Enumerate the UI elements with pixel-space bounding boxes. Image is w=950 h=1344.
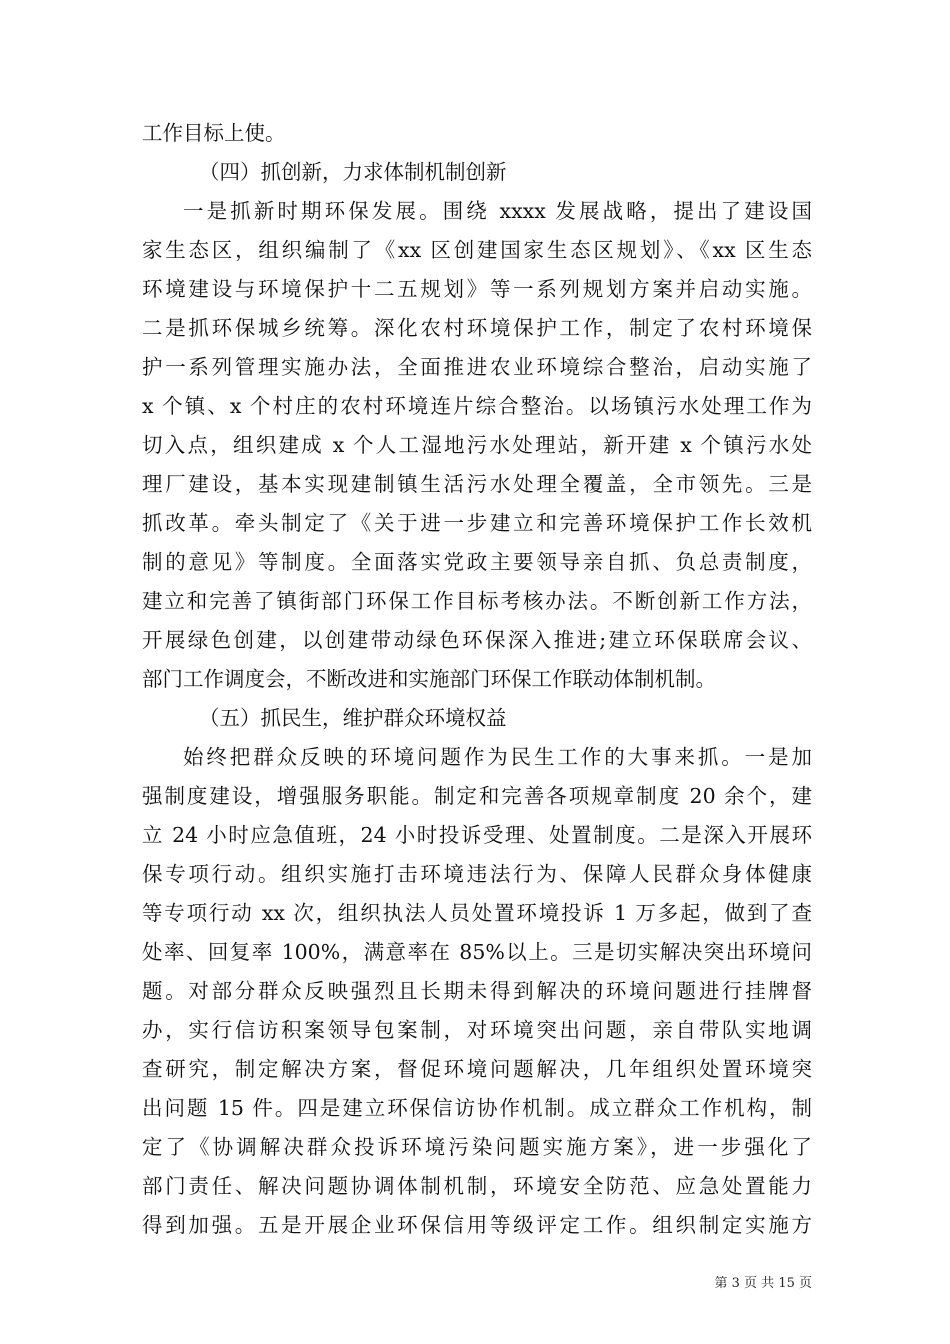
text-line: 得到加强。五是开展企业环保信用等级评定工作。组织制定实施方 [142,1213,812,1237]
text-line: 办，实行信访积案领导包案制，对环境突出问题，亲自带队实地调 [142,1018,812,1042]
paragraph-last-line: 部门工作调度会，不断改进和实施部门环保工作联动体制机制。 [142,667,716,691]
text-line: 部门责任、解决问题协调体制机制，环境安全防范、应急处置能力 [142,1174,812,1198]
text-line: 保专项行动。组织实施打击环境违法行为、保障人民群众身体健康 [142,862,812,886]
text-line: 立 24 小时应急值班，24 小时投诉受理、处置制度。二是深入开展环 [142,823,812,847]
text-line: x 个镇、x 个村庄的农村环境连片综合整治。以场镇污水处理工作为 [142,394,812,418]
text-line: 理厂建设，基本实现建制镇生活污水处理全覆盖，全市领先。三是 [142,472,812,496]
text-line: 等专项行动 xx 次，组织执法人员处置环境投诉 1 万多起，做到了查 [142,901,812,925]
text-line: 强制度建设，增强服务职能。制定和完善各项规章制度 20 余个，建 [142,784,812,808]
text-line: 出问题 15 件。四是建立环保信访协作机制。成立群众工作机构，制 [142,1096,812,1120]
text-line: 定了《协调解决群众投诉环境污染问题实施方案》，进一步强化了 [142,1135,812,1159]
text-line: 工作目标上使。 [142,121,286,145]
text-line: 家生态区，组织编制了《xx 区创建国家生态区规划》、《xx 区生态 [142,238,812,262]
text-line: 处率、回复率 100%，满意率在 85%以上。三是切实解决突出环境问 [142,940,812,964]
document-body [142,114,812,1245]
text-line: 建立和完善了镇街部门环保工作目标考核办法。不断创新工作方法， [142,589,812,613]
paragraph-first-line: 一是抓新时期环保发展。围绕 xxxx 发展战略，提出了建设国 [183,199,812,223]
text-line: 制的意见》等制度。全面落实党政主要领导亲自抓、负总责制度， [142,550,812,574]
paragraph-first-line: 始终把群众反映的环境问题作为民生工作的大事来抓。一是加 [183,745,812,769]
text-line: 护一系列管理实施办法，全面推进农业环境综合整治，启动实施了 [142,355,812,379]
text-line: 题。对部分群众反映强烈且长期未得到解决的环境问题进行挂牌督 [142,979,812,1003]
text-line: 抓改革。牵头制定了《关于进一步建立和完善环境保护工作长效机 [142,511,812,535]
text-line: 开展绿色创建，以创建带动绿色环保深入推进;建立环保联席会议、 [142,628,812,652]
text-line: 环境建设与环境保护十二五规划》等一系列规划方案并启动实施。 [142,277,812,301]
page-number: 第 3 页 共 15 页 [714,1276,812,1291]
text-line: 查研究，制定解决方案，督促环境问题解决，几年组织处置环境突 [142,1057,812,1081]
section-heading-innovation: （四）抓创新，力求体制机制创新 [199,160,507,184]
section-heading-livelihood: （五）抓民生，维护群众环境权益 [199,706,507,730]
text-line: 切入点，组织建成 x 个人工湿地污水处理站，新开建 x 个镇污水处 [142,433,812,457]
text-line: 二是抓环保城乡统筹。深化农村环境保护工作，制定了农村环境保 [142,316,812,340]
